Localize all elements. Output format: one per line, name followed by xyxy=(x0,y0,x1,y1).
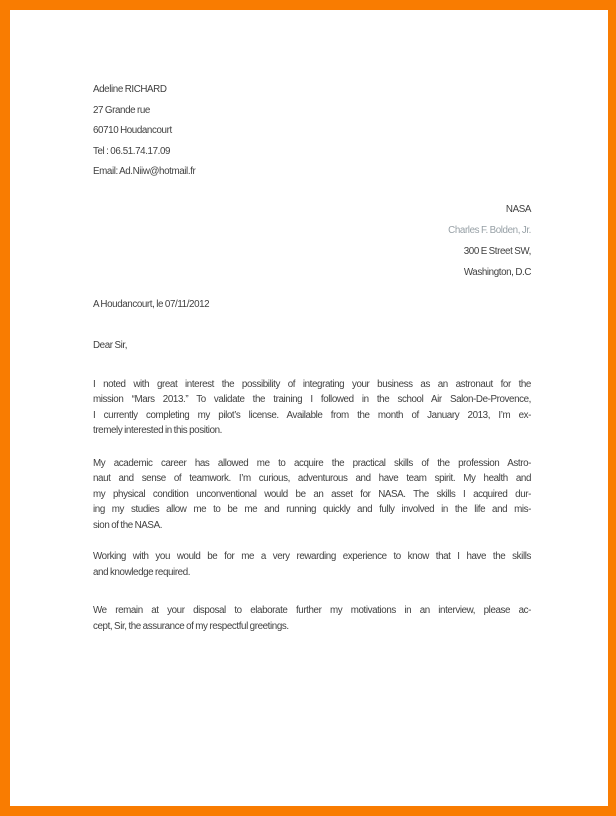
body-paragraph-3 xyxy=(93,549,531,580)
recipient-organization: NASA xyxy=(505,203,531,215)
text-line: Email: Ad.Niiw@hotmail.fr xyxy=(93,166,196,177)
text-line: I noted with great interest the possibility of integrating your business as an astronaut for the xyxy=(93,378,531,390)
recipient-street: 300 E Street SW, xyxy=(463,245,531,257)
text-line: mission “Mars 2013.” To validate the training I followed in the school Air Salon-De-Provence, xyxy=(93,394,531,405)
recipient-name: Charles F. Bolden, Jr. xyxy=(448,224,531,236)
text-line: and knowledge required. xyxy=(93,566,191,578)
text-line: I currently completing my pilot’s license. Available from the month of January 2013, I’m ex- xyxy=(93,409,531,421)
sender-address-block xyxy=(93,80,531,183)
text-line: 27 Grande rue xyxy=(93,104,150,116)
text-line: my physical condition unconventional would be an asset for NASA. The skills I acquired dur- xyxy=(93,488,531,500)
body-paragraph-2 xyxy=(93,456,531,534)
text-line: ing my studies allow me to be me and running quickly and fully involved in the life and mis- xyxy=(93,504,531,515)
text-line: naut and sense of teamwork. I’m curious, adventurous and have team spirit. My health and xyxy=(93,473,531,484)
date-line: A Houdancourt, le 07/11/2012 xyxy=(93,298,210,310)
text-line: Adeline RICHARD xyxy=(93,84,167,95)
text-line: My academic career has allowed me to acquire the practical skills of the profession Astro- xyxy=(93,457,531,469)
letter-content xyxy=(10,10,608,806)
text-line: Tel : 06.51.74.17.09 xyxy=(93,145,171,157)
text-line: We remain at your disposal to elaborate further my motivations in an interview, please ac- xyxy=(93,605,531,616)
body-paragraph-1 xyxy=(93,377,531,439)
recipient-city: Washington, D.C xyxy=(463,266,531,278)
text-line: Working with you would be for me a very rewarding experience to know that I have the skills xyxy=(93,551,531,562)
salutation: Dear Sir, xyxy=(93,339,128,351)
text-line: sion of the NASA. xyxy=(93,519,163,531)
text-line: cept, Sir, the assurance of my respectful greetings. xyxy=(93,620,289,632)
recipient-address-block xyxy=(93,199,531,283)
body-paragraph-4 xyxy=(93,603,531,634)
text-line: tremely interested in this position. xyxy=(93,425,222,436)
text-line: 60710 Houdancourt xyxy=(93,125,172,136)
